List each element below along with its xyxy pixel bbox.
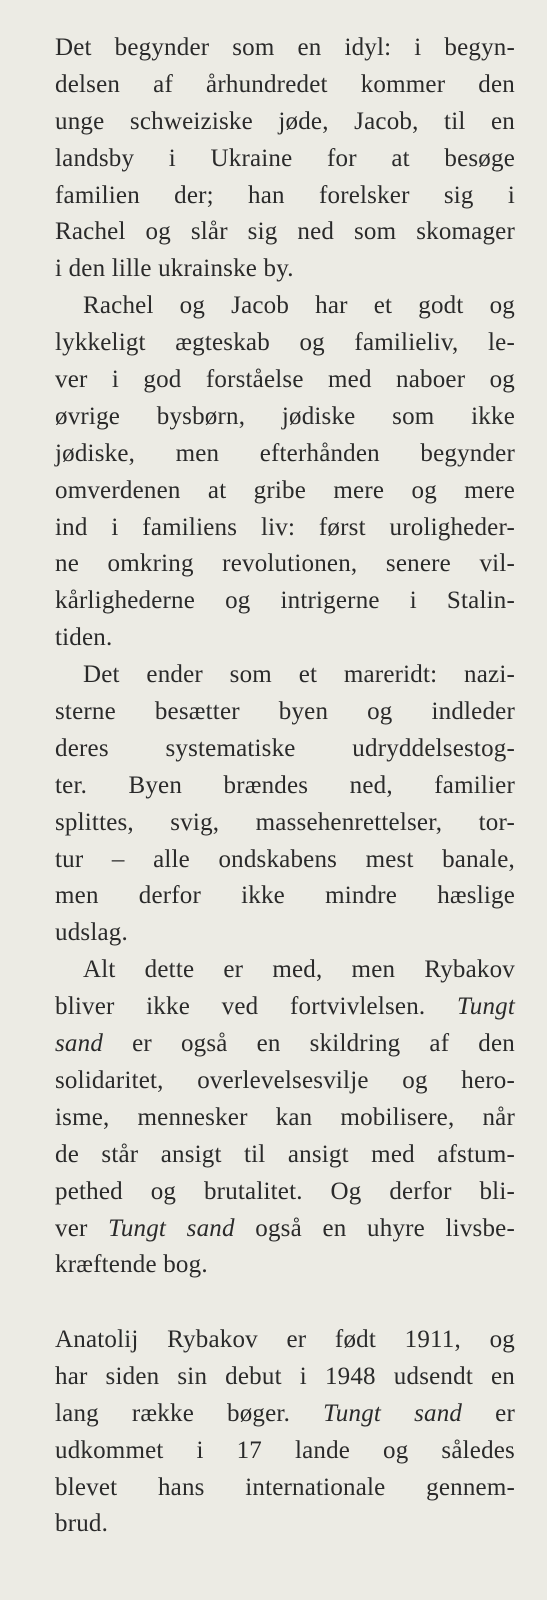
- text-span: sterne besætter byen og indleder: [55, 698, 515, 726]
- text-line: [55, 1396, 515, 1433]
- text-line: [55, 141, 515, 178]
- text-line: [55, 1506, 515, 1543]
- text-span: er også en skildring af den: [103, 1030, 515, 1058]
- text-span: ver: [55, 1214, 109, 1242]
- text-line: [55, 620, 515, 657]
- text-span: familien der; han forelsker sig i: [55, 181, 515, 209]
- text-line: [55, 1026, 515, 1063]
- text-line: [55, 1247, 515, 1284]
- text-span: unge schweiziske jøde, Jacob, til en: [55, 107, 515, 135]
- text-line: [55, 915, 515, 952]
- text-line: [55, 1211, 515, 1248]
- author-bio-text: [55, 1322, 515, 1543]
- text-span: ne omkring revolutionen, senere vil-: [55, 550, 515, 578]
- synopsis-text: [55, 30, 515, 1284]
- text-line: [55, 251, 515, 288]
- text-span: delsen af århundredet kommer den: [55, 70, 515, 98]
- italic-title-span: Tungt: [457, 993, 515, 1021]
- text-line: [55, 288, 515, 325]
- text-line: [55, 842, 515, 879]
- text-line: [55, 805, 515, 842]
- text-span: de står ansigt til ansigt med afstum-: [55, 1140, 515, 1168]
- text-span: Rachel og Jacob har et godt og: [83, 292, 515, 320]
- text-line: [55, 878, 515, 915]
- text-line: [55, 214, 515, 251]
- text-line: [55, 104, 515, 141]
- italic-title-span: sand: [55, 1030, 104, 1058]
- italic-title-span: Tungt sand: [108, 1214, 235, 1242]
- text-span: udslag.: [55, 919, 128, 947]
- text-span: i den lille ukrainske by.: [55, 255, 294, 283]
- text-span: isme, mennesker kan mobilisere, når: [55, 1103, 515, 1131]
- text-span: også en uhyre livsbe-: [234, 1214, 515, 1242]
- text-span: tur – alle ondskabens mest banale,: [55, 845, 515, 873]
- text-span: Anatolij Rybakov er født 1911, og: [55, 1326, 515, 1353]
- text-span: blevet hans internationale gennem-: [55, 1473, 515, 1501]
- text-span: ter. Byen brændes ned, familier: [55, 771, 515, 799]
- text-span: jødiske, men efterhånden begynder: [55, 439, 515, 467]
- text-line: [55, 473, 515, 510]
- text-line: [55, 1322, 515, 1359]
- text-span: brud.: [55, 1510, 109, 1538]
- text-span: bliver ikke ved fortvivlelsen.: [55, 993, 458, 1021]
- text-span: ver i god forståelse med naboer og: [55, 366, 515, 394]
- text-line: [55, 768, 515, 805]
- text-span: Alt dette er med, men Rybakov: [83, 956, 515, 984]
- text-span: kårlighederne og intrigerne i Stalin-: [55, 587, 515, 615]
- text-span: landsby i Ukraine for at besøge: [55, 144, 515, 172]
- text-span: lang række bøger.: [55, 1399, 324, 1427]
- text-line: [55, 952, 515, 989]
- text-line: [55, 694, 515, 731]
- text-span: er: [462, 1399, 515, 1427]
- text-line: [55, 325, 515, 362]
- text-span: kræftende bog.: [55, 1251, 208, 1279]
- text-line: [55, 1063, 515, 1100]
- text-line: [55, 30, 515, 67]
- text-line: [55, 1470, 515, 1507]
- text-line: [55, 731, 515, 768]
- text-span: tiden.: [55, 624, 113, 652]
- text-line: [55, 178, 515, 215]
- text-line: [55, 657, 515, 694]
- text-line: [55, 399, 515, 436]
- text-line: [55, 436, 515, 473]
- text-line: [55, 1433, 515, 1470]
- text-line: [55, 989, 515, 1026]
- text-span: omverdenen at gribe mere og mere: [55, 476, 515, 504]
- italic-title-span: Tungt sand: [323, 1399, 463, 1427]
- text-span: Det ender som et mareridt: nazi-: [83, 661, 515, 689]
- text-line: [55, 362, 515, 399]
- text-line: [55, 1100, 515, 1137]
- text-span: lykkeligt ægteskab og familieliv, le-: [55, 329, 515, 357]
- text-span: solidaritet, overlevelsesvilje og hero-: [55, 1066, 515, 1094]
- text-span: har siden sin debut i 1948 udsendt en: [55, 1362, 515, 1390]
- text-line: [55, 510, 515, 547]
- text-line: [55, 583, 515, 620]
- text-span: men derfor ikke mindre hæslige: [55, 882, 515, 910]
- text-span: deres systematiske udryddelsestog-: [55, 734, 515, 762]
- text-line: [55, 67, 515, 104]
- text-line: [55, 546, 515, 583]
- text-span: pethed og brutalitet. Og derfor bli-: [55, 1177, 515, 1205]
- text-span: Rachel og slår sig ned som skomager: [55, 218, 515, 246]
- text-span: splittes, svig, massehenrettelser, tor-: [55, 808, 515, 836]
- text-line: [55, 1359, 515, 1396]
- text-span: Det begynder som en idyl: i begyn-: [55, 34, 515, 61]
- text-line: [55, 1137, 515, 1174]
- text-span: ind i familiens liv: først uroligheder-: [55, 513, 515, 541]
- text-span: øvrige bysbørn, jødiske som ikke: [55, 402, 515, 430]
- text-span: udkommet i 17 lande og således: [55, 1436, 515, 1464]
- text-line: [55, 1174, 515, 1211]
